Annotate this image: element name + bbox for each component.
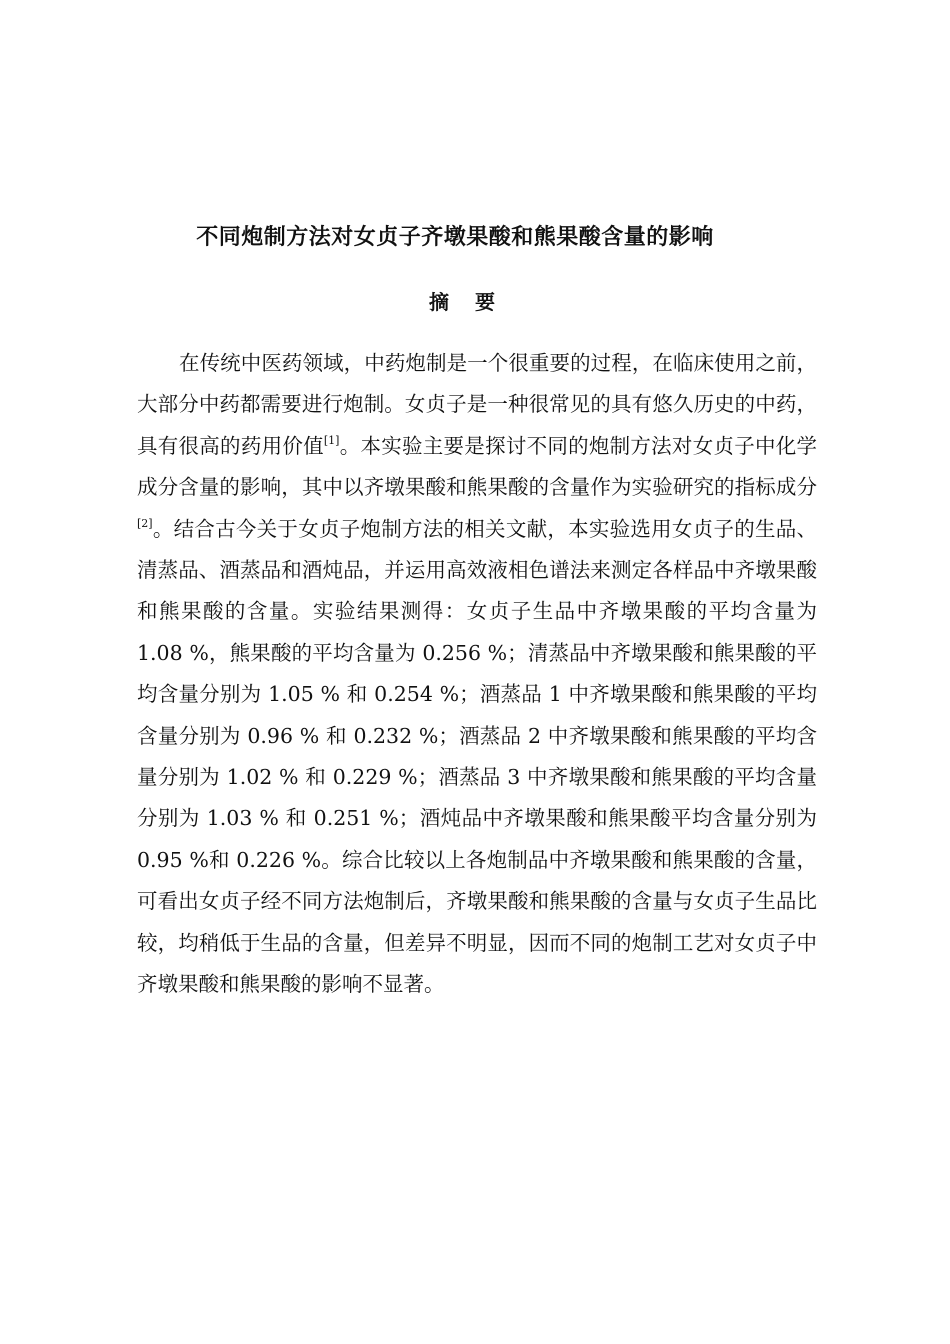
abstract-heading: 摘要 xyxy=(429,290,521,314)
abstract-paragraph xyxy=(137,343,817,1006)
abstract-text-segment: 在传统中医药领域，中药炮制是一个很重要的过程，在临床使用之前，大部分中药都需要进行炮制。女贞子是一种很常见的具有悠久历史的中药，具有很高的药用价值 xyxy=(137,351,817,458)
abstract-text-segment: 。结合古今关于女贞子炮制方法的相关文献，本实验选用女贞子的生品、清蒸品、酒蒸品和酒炖品，并运用高效液相色谱法来测定各样品中齐墩果酸和熊果酸的含量。实验结果测得：女贞子生品中齐墩果酸的平均含量为 1.08 %，熊果酸的平均含量为 0.256 %；清蒸品中齐墩果酸和熊果酸的平均含量分别为 1.05 % 和 0.254 %；酒蒸品 1 中齐墩果酸和熊果酸的平均含量分别为 0.96 % 和 0.232 %；酒蒸品 2 中齐墩果酸和熊果酸的平均含量分别为 1.02 % 和 0.229 %；酒蒸品 3 中齐墩果酸和熊果酸的平均含量分别为 1.03 % 和 0.251 %；酒炖品中齐墩果酸和熊果酸平均含量分别为 0.95 %和 0.226 %。综合比较以上各炮制品中齐墩果酸和熊果酸的含量，可看出女贞子经不同方法炮制后，齐墩果酸和熊果酸的含量与女贞子生品比较，均稍低于生品的含量，但差异不明显，因而不同的炮制工艺对女贞子中齐墩果酸和熊果酸的影响不显著。 xyxy=(137,516,817,997)
paper-title: 不同炮制方法对女贞子齐墩果酸和熊果酸含量的影响 xyxy=(196,225,714,250)
citation-reference: [2] xyxy=(137,516,153,530)
abstract-text-segment: 。本实验主要是探讨不同的炮制方法对女贞子中化学成分含量的影响，其中以齐墩果酸和熊果酸的含量作为实验研究的指标成分 xyxy=(137,433,818,500)
citation-reference: [1] xyxy=(323,433,340,447)
